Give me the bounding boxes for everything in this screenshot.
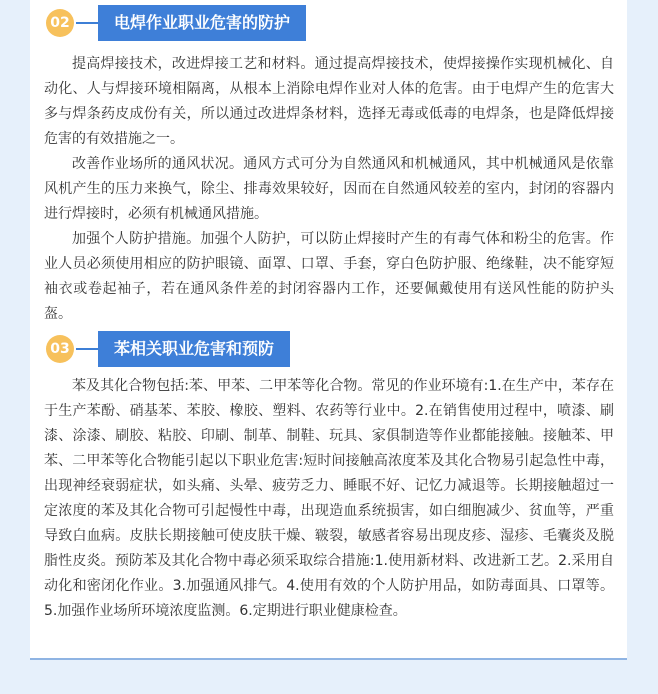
section-header-03	[46, 331, 290, 367]
connector-line	[76, 348, 98, 350]
section-header-02	[46, 5, 306, 41]
paragraph: 苯及其化合物包括:苯、甲苯、二甲苯等化合物。常见的作业环境有:1.在生产中，苯存在于生产苯酚、硝基苯、苯胶、橡胶、塑料、农药等行业中。2.在销售使用过程中，喷漆、刷漆、涂漆、刷胶、粘胶、印刷、制革、制鞋、玩具、家俱制造等作业都能接触。接触苯、甲苯、二甲苯等化合物能引起以下职业危害:短时间接触高浓度苯及其化合物易引起急性中毒，出现神经衰弱症状，如头痛、头晕、疲劳乏力、睡眠不好、记忆力减退等。长期接触超过一定浓度的苯及其化合物可引起慢性中毒，出现造血系统损害，如白细胞减少、贫血等，严重导致白血病。皮肤长期接触可使皮肤干燥、皲裂，敏感者容易出现皮疹、湿疹、毛囊炎及脱脂性皮炎。预防苯及其化合物中毒必须采取综合措施:1.使用新材料、改进新工艺。2.采用自动化和密闭化作业。3.加强通风排气。4.使用有效的个人防护用品，如防毒面具、口罩等。5.加强作业场所环境浓度监测。6.定期进行职业健康检查。	[44, 378, 614, 619]
connector-line	[76, 22, 98, 24]
section-number-badge: 02	[46, 9, 74, 37]
section-title: 电焊作业职业危害的防护	[98, 5, 306, 41]
paragraph: 提高焊接技术，改进焊接工艺和材料。通过提高焊接技术，使焊接操作实现机械化、自动化、人与焊接环境相隔离，从根本上消除电焊作业对人体的危害。由于电焊产生的危害大多与焊条药皮成份有关，所以通过改进焊条材料，选择无毒或低毒的电焊条，也是降低焊接危害的有效措施之一。	[44, 56, 614, 147]
paragraph: 加强个人防护措施。加强个人防护，可以防止焊接时产生的有毒气体和粉尘的危害。作业人员必须使用相应的防护眼镜、面罩、口罩、手套，穿白色防护服、绝缘鞋，决不能穿短袖衣或卷起袖子，若在通风条件差的封闭容器内工作，还要佩戴使用有送风性能的防护头盔。	[44, 231, 614, 322]
paragraph: 改善作业场所的通风状况。通风方式可分为自然通风和机械通风，其中机械通风是依靠风机产生的压力来换气，除尘、排毒效果较好，因而在自然通风较差的室内，封闭的容器内进行焊接时，必须有机械通风措施。	[44, 156, 614, 222]
section-body-02	[44, 52, 614, 327]
section-title: 苯相关职业危害和预防	[98, 331, 290, 367]
content-card	[30, 0, 627, 660]
section-number-badge: 03	[46, 335, 74, 363]
section-body-03	[44, 374, 614, 624]
